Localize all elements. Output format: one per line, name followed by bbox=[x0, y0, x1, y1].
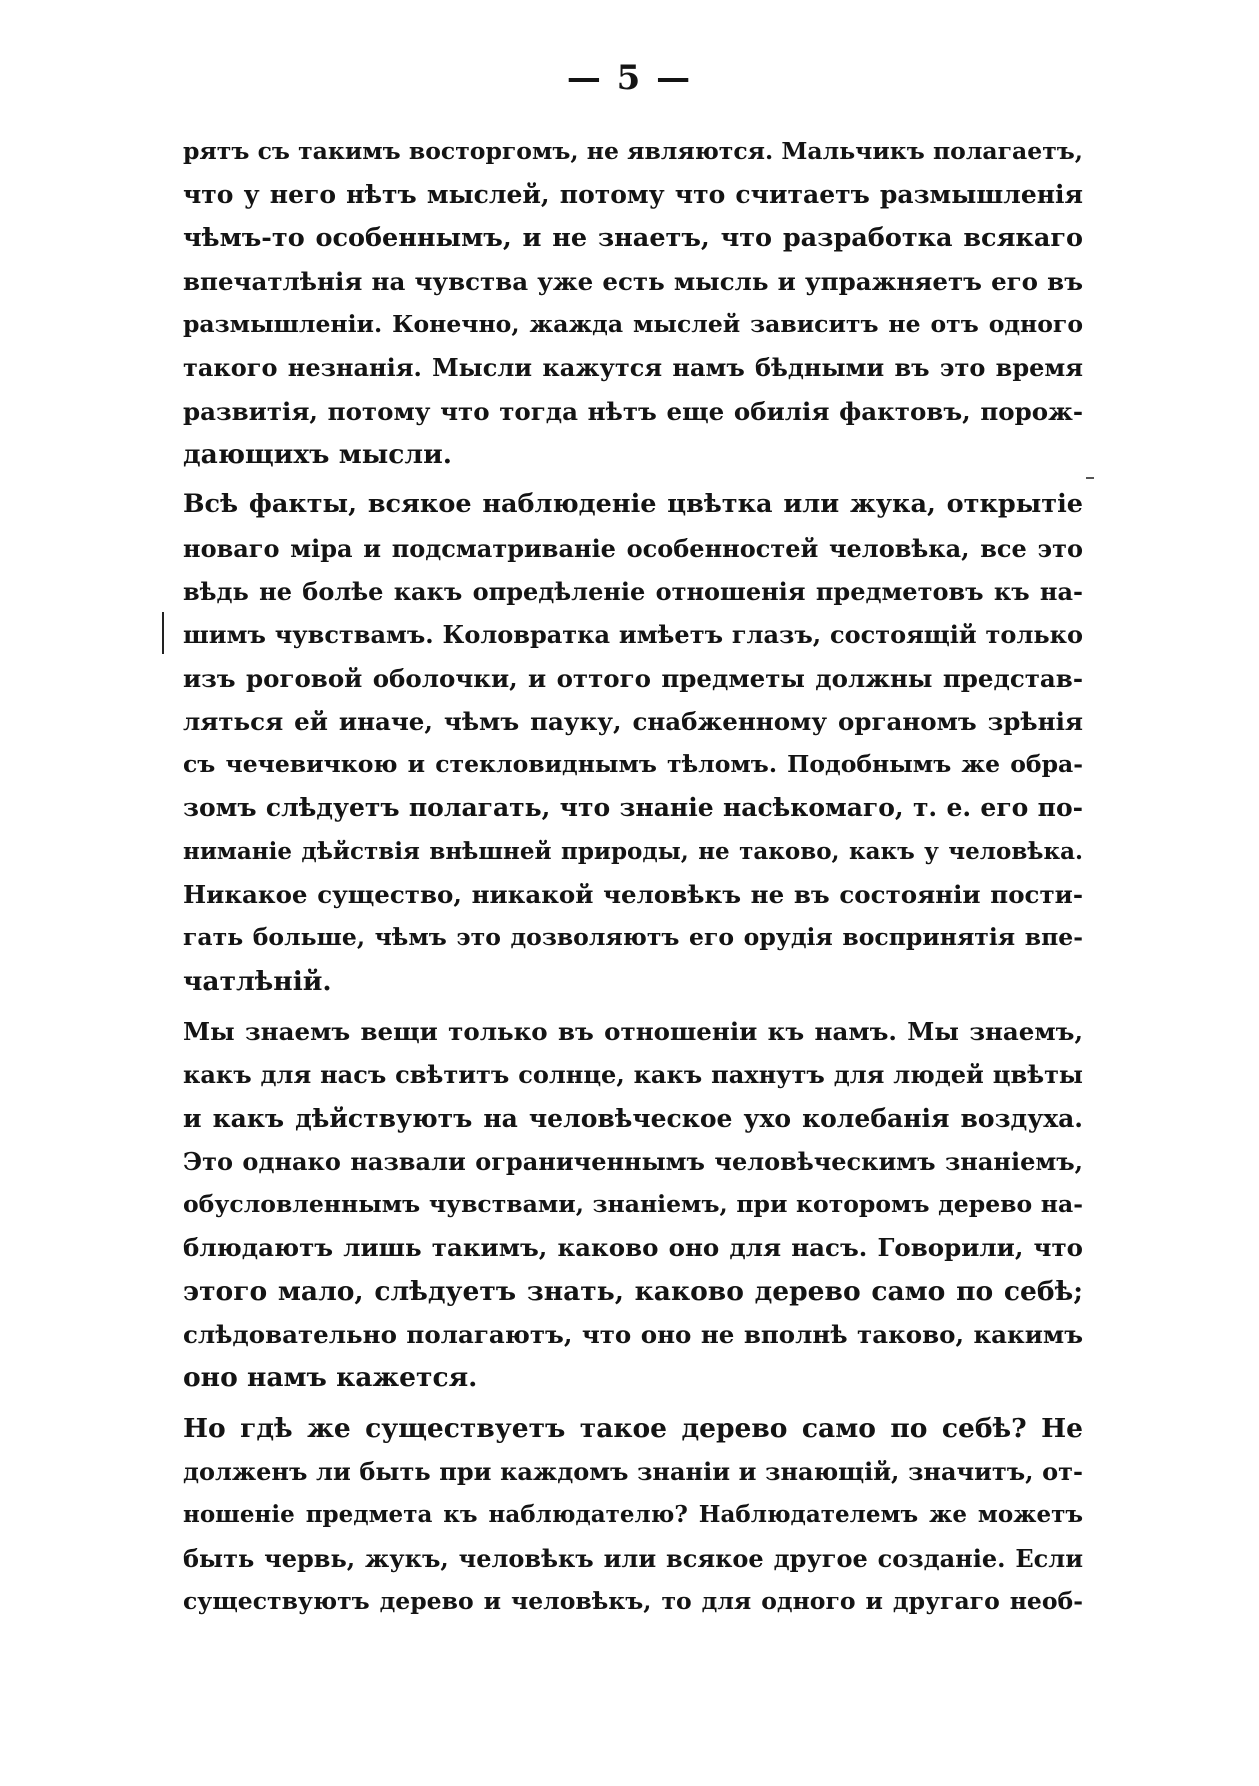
text-line: чѣмъ-то особеннымъ, и не знаетъ, что разработка всякаго bbox=[183, 222, 1083, 253]
text-line: рятъ съ такимъ восторгомъ, не являются. Мальчикъ полагаетъ, bbox=[183, 137, 1083, 165]
text-line: оно намъ кажется. bbox=[183, 1362, 478, 1394]
paragraph-4 bbox=[183, 1407, 1083, 1623]
text-line: ляться ей иначе, чѣмъ пауку, снабженному органомъ зрѣнія bbox=[183, 706, 1083, 736]
paragraph-3 bbox=[183, 1010, 1083, 1400]
margin-mark bbox=[162, 612, 164, 654]
paragraph-1 bbox=[183, 130, 1083, 476]
text-line: что у него нѣтъ мыслей, потому что считаетъ размышленія bbox=[183, 180, 1083, 210]
text-line: съ чечевичкою и стекловиднымъ тѣломъ. Подобнымъ же обра- bbox=[183, 750, 1083, 779]
text-line: обусловленнымъ чувствами, знаніемъ, при которомъ дерево на- bbox=[183, 1190, 1083, 1219]
text-line: размышленіи. Конечно, жажда мыслей зависитъ не отъ одного bbox=[183, 310, 1083, 339]
text-line: изъ роговой оболочки, и оттого предметы должны представ- bbox=[183, 663, 1083, 693]
text-line: Никакое существо, никакой человѣкъ не въ состояніи пости- bbox=[183, 880, 1083, 910]
text-line: дающихъ мысли. bbox=[183, 439, 452, 471]
text-line: долженъ ли быть при каждомъ знаніи и знающій, значитъ, от- bbox=[183, 1456, 1083, 1486]
text-line: впечатлѣнія на чувства уже есть мысль и упражняетъ его въ bbox=[183, 266, 1083, 296]
page-number: — 5 — bbox=[566, 58, 693, 98]
text-line: существуютъ дерево и человѣкъ, то для одного и другаго необ- bbox=[183, 1586, 1083, 1615]
text-line: такого незнанія. Мысли кажутся намъ бѣдными въ это время bbox=[183, 353, 1083, 383]
body-text bbox=[183, 130, 1083, 1623]
text-line: какъ для насъ свѣтитъ солнце, какъ пахнутъ для людей цвѣты bbox=[183, 1060, 1083, 1090]
text-line: Мы знаемъ вещи только въ отношеніи къ намъ. Мы знаемъ, bbox=[183, 1016, 1083, 1046]
text-line: вѣдь не болѣе какъ опредѣленіе отношенія предметовъ къ на- bbox=[183, 576, 1083, 606]
text-line: ниманіе дѣйствія внѣшней природы, не таково, какъ у человѣка. bbox=[183, 837, 1083, 865]
paragraph-2 bbox=[183, 483, 1083, 1003]
text-line: чатлѣній. bbox=[183, 965, 332, 997]
text-line: блюдаютъ лишь такимъ, каково оно для насъ. Говорили, что bbox=[183, 1233, 1083, 1263]
text-line: этого мало, слѣдуетъ знать, каково дерево само по себѣ; bbox=[183, 1275, 1083, 1307]
text-line: быть червь, жукъ, человѣкъ или всякое другое созданіе. Если bbox=[183, 1543, 1083, 1573]
margin-tick bbox=[1086, 477, 1094, 479]
text-line: и какъ дѣйствуютъ на человѣческое ухо колебанія воздуха. bbox=[183, 1103, 1083, 1133]
text-line: ношеніе предмета къ наблюдателю? Наблюдателемъ же можетъ bbox=[183, 1501, 1083, 1529]
text-line: зомъ слѣдуетъ полагать, что знаніе насѣкомаго, т. е. его по- bbox=[183, 793, 1083, 823]
text-line: Это однако назвали ограниченнымъ человѣческимъ знаніемъ, bbox=[183, 1146, 1083, 1176]
text-line: гать больше, чѣмъ это дозволяютъ его орудія воспринятія впе- bbox=[183, 923, 1083, 952]
text-line: Всѣ факты, всякое наблюденіе цвѣтка или жука, открытіе bbox=[183, 489, 1083, 520]
text-line: шимъ чувствамъ. Коловратка имѣетъ глазъ, состоящій только bbox=[183, 620, 1083, 650]
text-line: Но гдѣ же существуетъ такое дерево само по себѣ? Не bbox=[183, 1412, 1083, 1444]
text-line: слѣдовательно полагаютъ, что оно не вполнѣ таково, какимъ bbox=[183, 1320, 1083, 1350]
text-line: новаго міра и подсматриваніе особенностей человѣка, все это bbox=[183, 533, 1083, 563]
text-line: развитія, потому что тогда нѣтъ еще обилія фактовъ, порож- bbox=[183, 396, 1083, 426]
